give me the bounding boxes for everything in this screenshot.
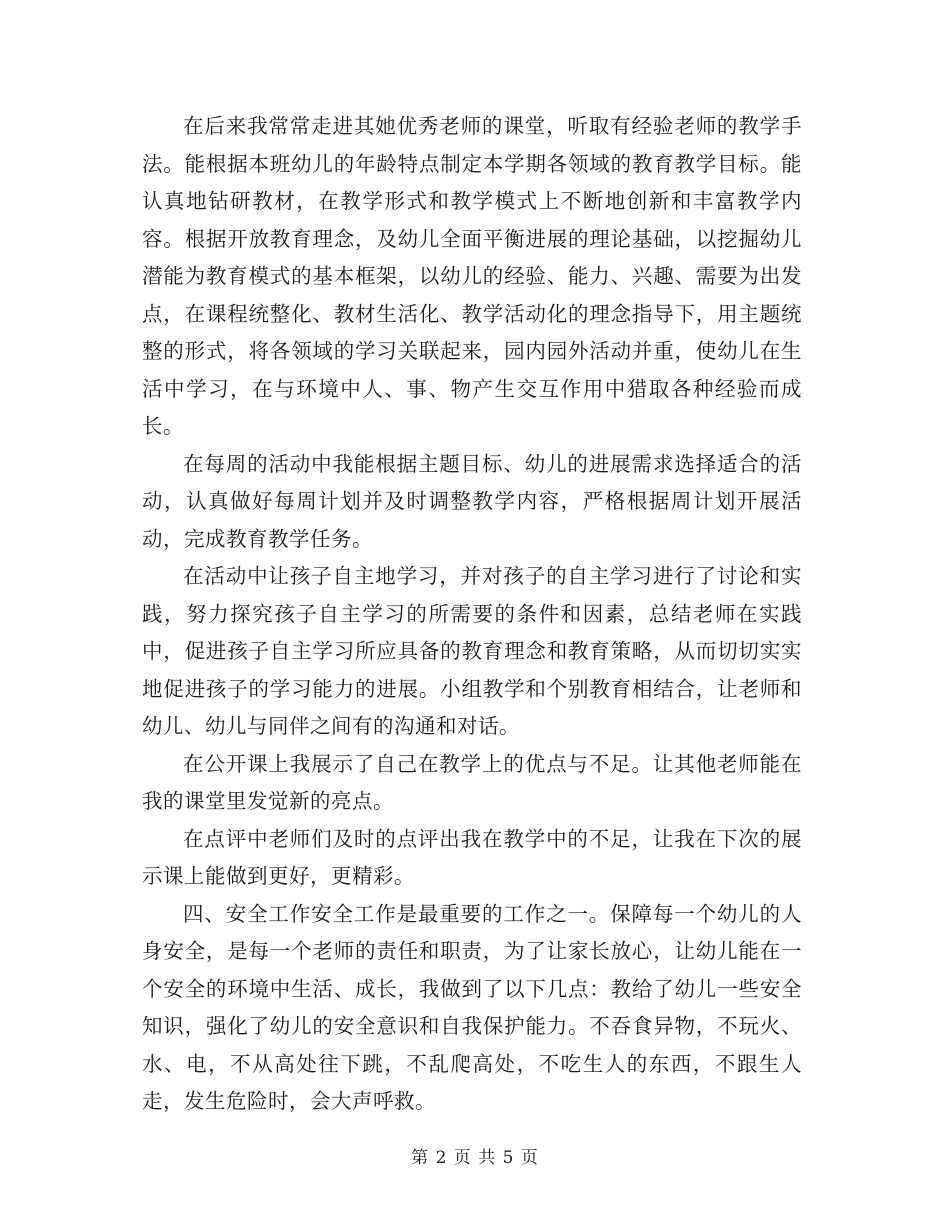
document-body (142, 108, 802, 1121)
page-footer: 第 2 页 共 5 页 (411, 1148, 539, 1168)
paragraph-6: 四、安全工作安全工作是最重要的工作之一。保障每一个幼儿的人身安全，是每一个老师的责任和职责，为了让家长放心，让幼儿能在一个安全的环境中生活、成长，我做到了以下几点：教给了幼儿一些安全知识，强化了幼儿的安全意识和自我保护能力。不吞食异物，不玩火、水、电，不从高处往下跳，不乱爬高处，不吃生人的东西，不跟生人走，发生危险时，会大声呼救。 (142, 901, 802, 1113)
paragraph-3: 在活动中让孩子自主地学习，并对孩子的自主学习进行了讨论和实践，努力探究孩子自主学习的所需要的条件和因素，总结老师在实践中，促进孩子自主学习所应具备的教育理念和教育策略，从而切切实实地促进孩子的学习能力的进展。小组教学和个别教育相结合，让老师和幼儿、幼儿与同伴之间有的沟通和对话。 (142, 564, 802, 738)
paragraph-1: 在后来我常常走进其她优秀老师的课堂，听取有经验老师的教学手法。能根据本班幼儿的年龄特点制定本学期各领域的教育教学目标。能认真地钻研教材，在教学形式和教学模式上不断地创新和丰富教学内容。根据开放教育理念，及幼儿全面平衡进展的理论基础，以挖掘幼儿潜能为教育模式的基本框架，以幼儿的经验、能力、兴趣、需要为出发点，在课程统整化、教材生活化、教学活动化的理念指导下，用主题统整的形式，将各领域的学习关联起来，园内园外活动并重，使幼儿在生活中学习，在与环境中人、事、物产生交互作用中猎取各种经验而成长。 (142, 114, 802, 438)
paragraph-4: 在公开课上我展示了自己在教学上的优点与不足。让其他老师能在我的课堂里发觉新的亮点。 (142, 751, 802, 813)
paragraph-5: 在点评中老师们及时的点评出我在教学中的不足，让我在下次的展示课上能做到更好，更精彩。 (142, 826, 802, 888)
paragraph-2: 在每周的活动中我能根据主题目标、幼儿的进展需求选择适合的活动，认真做好每周计划并及时调整教学内容，严格根据周计划开展活动，完成教育教学任务。 (142, 451, 802, 551)
